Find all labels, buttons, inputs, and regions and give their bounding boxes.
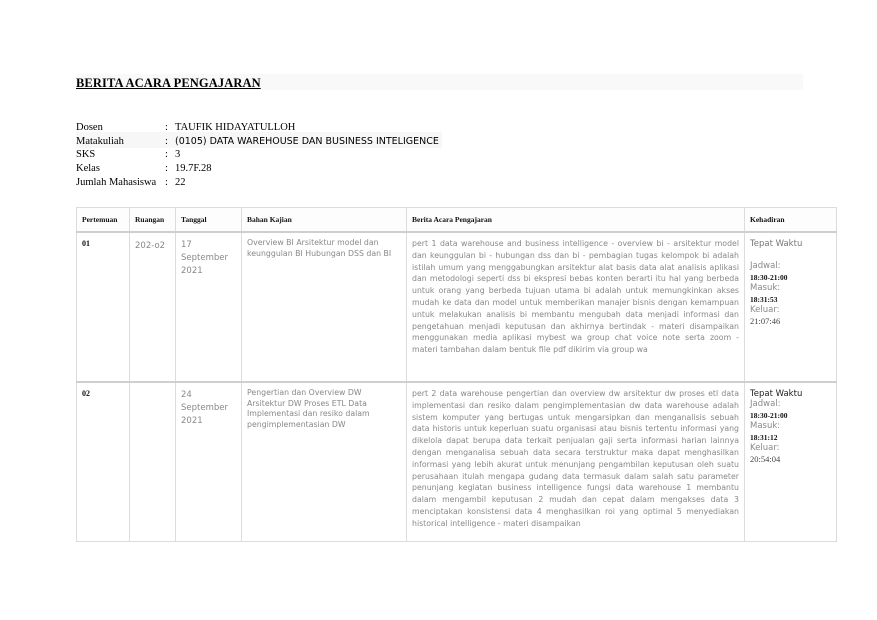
attendance-status: Tepat Waktu xyxy=(750,239,803,249)
info-label: SKS xyxy=(76,149,96,161)
keluar-label: Keluar: xyxy=(750,305,780,315)
page-title: BERITA ACARA PENGAJARAN xyxy=(76,76,261,90)
info-colon: : xyxy=(165,176,168,188)
info-label: Kelas xyxy=(76,163,100,175)
info-value-kelas: 19.7F.28 xyxy=(175,163,212,175)
cell-kehadiran xyxy=(745,232,837,382)
cell-berita-acara: pert 1 data warehouse and business intelligence - overview bi - arsitektur model dan keunggulan bi - hubungan dss dan bi - pembagian tugas kelompok bi adalah istilah umum yang menggabungkan arsitektur alat basis data alat analisis aplikasi dan metodologi seperti dss bi ekspresi bebas konten berarti itu hal yang berbeda untuk orang yang berbeda tujuan utama bi adalah untuk memungkinkan akses mudah ke data dan model untuk memberikan manajer bisnis dengan kemampuan untuk melakukan analisis bi membantu mengubah data menjadi informasi dan pengetahuan menjadi keputusan dan akhirnya bertindak - materi disampaikan menggunakan media aplikasi mybest wa group chat voice note serta zoom - materi tambahan dalam bentuk file pdf dikirim via group wa xyxy=(407,232,745,382)
jadwal-value: 18:30-21:00 xyxy=(750,273,788,282)
jadwal-label: Jadwal: xyxy=(750,261,781,271)
jadwal-value: 18:30-21:00 xyxy=(750,411,788,420)
table-header-row xyxy=(77,208,837,233)
cell-bahan-kajian: Pengertian dan Overview DW Arsitektur DW Proses ETL Data Implementasi dan resiko dalam pengimplementasian DW xyxy=(242,382,407,542)
info-row-jumlah-mahasiswa xyxy=(76,176,439,190)
header-pertemuan: Pertemuan xyxy=(77,208,130,233)
info-colon: : xyxy=(165,163,168,175)
cell-ruangan: 202-o2 xyxy=(130,232,176,382)
info-row-matakuliah xyxy=(76,135,439,149)
cell-bahan-kajian: Overview BI Arsitektur model dan keunggulan BI Hubungan DSS dan BI xyxy=(242,232,407,382)
header-ruangan: Ruangan xyxy=(130,208,176,233)
info-label: Matakuliah xyxy=(76,135,124,147)
cell-ruangan xyxy=(130,382,176,542)
course-info xyxy=(76,121,439,190)
masuk-value: 18:31:53 xyxy=(750,295,778,304)
keluar-value: 21:07:46 xyxy=(750,316,781,326)
cell-tanggal: 24 September 2021 xyxy=(176,382,242,542)
table-row xyxy=(77,232,837,382)
header-bahan-kajian: Bahan Kajian xyxy=(242,208,407,233)
info-row-sks xyxy=(76,148,439,162)
info-label: Dosen xyxy=(76,122,103,133)
attendance-status: Tepat Waktu xyxy=(750,389,803,399)
header-kehadiran: Kehadiran xyxy=(745,208,837,233)
keluar-label: Keluar: xyxy=(750,443,780,453)
cell-berita-acara: pert 2 data warehouse pengertian dan overview dw arsitektur dw proses etl data implementasi dan resiko dalam pengimplementasian dw data warehouse adalah sistem komputer yang bertugas untuk mengarsipkan dan menganalisis sebuah data historis untuk keperluan suatu organisasi atau bisnis tertentu informasi yang dikelola dapat berupa data terkait penjualan gaji serta informasi harian lainnya dengan menganalisa sebuah data secara terstruktur maka dapat menghasilkan informasi yang lebih akurat untuk menunjang pengambilan keputusan oleh suatu perusahaan itulah mengapa gudang data termasuk dalam salah satu parameter penunjang kegiatan business intelligence fungsi data warehouse 1 membantu dalam mengambil keputusan 2 mudah dan cepat dalam mengakses data 3 menciptakan konsistensi data 4 menghasilkan roi yang optimal 5 menyediakan historical intelligence - materi disampaikan xyxy=(407,382,745,542)
info-row-dosen xyxy=(76,121,439,135)
cell-pertemuan: 02 xyxy=(77,382,130,542)
jadwal-label: Jadwal: xyxy=(750,399,781,409)
cell-pertemuan: 01 xyxy=(77,232,130,382)
header-berita-acara: Berita Acara Pengajaran xyxy=(407,208,745,233)
info-value-jumlah-mahasiswa: 22 xyxy=(175,176,186,188)
masuk-label: Masuk: xyxy=(750,421,781,431)
info-colon: : xyxy=(165,122,168,133)
info-label: Jumlah Mahasiswa xyxy=(76,176,157,188)
info-colon: : xyxy=(165,135,168,147)
keluar-value: 20:54:04 xyxy=(750,454,781,464)
info-value-sks: 3 xyxy=(175,149,181,161)
info-row-kelas xyxy=(76,162,439,176)
teaching-record-table xyxy=(76,207,837,542)
header-tanggal: Tanggal xyxy=(176,208,242,233)
cell-kehadiran xyxy=(745,382,837,542)
masuk-value: 18:31:12 xyxy=(750,433,778,442)
cell-tanggal: 17 September 2021 xyxy=(176,232,242,382)
info-value-dosen: TAUFIK HIDAYATULLOH xyxy=(175,122,296,133)
info-value-matakuliah: (0105) DATA WAREHOUSE DAN BUSINESS INTELIGENCE xyxy=(175,135,439,147)
info-colon: : xyxy=(165,149,168,161)
table-row xyxy=(77,382,837,542)
masuk-label: Masuk: xyxy=(750,283,781,293)
